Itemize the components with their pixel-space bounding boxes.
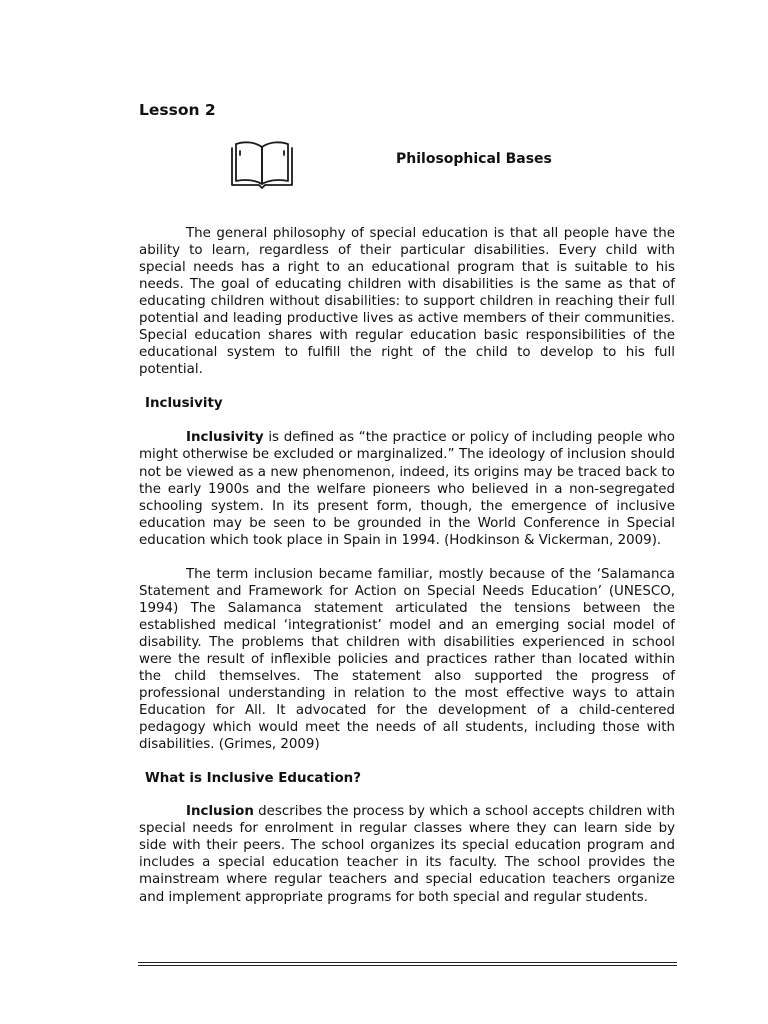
lesson-body <box>139 225 675 906</box>
paragraph-text: The term inclusion became familiar, mostly because of the ‘Salamanca Statement and Framework for Action on Special Needs Education’ (UNESCO, 1994) The Salamanca statement articulated the tensions between the established medical ‘integrationist’ model and an emerging social model of disability. The problems that children with disabilities experienced in school were the result of inflexible policies and practices rather than located within the child themselves. The statement also supported the progress of professional understanding in relation to the most effective ways to attain Education for All. It advocated for the development of a child-centered pedagogy which would meet the needs of all students, including those with disabilities. (Grimes, 2009) <box>139 566 675 753</box>
inclusion-definition-paragraph <box>139 803 675 905</box>
footer-divider <box>138 962 677 966</box>
open-book-icon <box>229 139 295 189</box>
term-inclusivity: Inclusivity <box>186 430 264 446</box>
paragraph-text: is defined as “the practice or policy of including people who might otherwise be excluded or marginalized.” The ideology of inclusion should not be viewed as a new phenomenon, indeed, its origins may be traced back to the early 1900s and the welfare pioneers who believed in a non-segregated schooling system. In its present form, though, the emergence of inclusive education may be seen to be grounded in the World Conference in Special education which took place in Spain in 1994. (Hodkinson & Vickerman, 2009). <box>139 430 675 548</box>
paragraph-text: describes the process by which a school accepts children with special needs for enrolment in regular classes where they can learn side by side with their peers. The school organizes its special education program and includes a special education teacher in its faculty. The school provides the mainstream where regular teachers and special education teachers organize and implement appropriate programs for both special and regular students. <box>139 804 675 905</box>
salamanca-paragraph <box>139 566 675 754</box>
term-inclusion: Inclusion <box>186 804 254 820</box>
section-heading-inclusivity: Inclusivity <box>145 396 223 412</box>
page-title: Philosophical Bases <box>396 151 552 167</box>
lesson-label: Lesson 2 <box>139 101 216 119</box>
section-heading-inclusive-education: What is Inclusive Education? <box>145 771 361 787</box>
inclusivity-definition-paragraph <box>139 429 675 548</box>
intro-paragraph: The general philosophy of special education is that all people have the ability to learn, regardless of their particular disabilities. Every child with special needs has a right to an educational program that is suitable to his needs. The goal of educating children with disabilities is the same as that of educating children without disabilities: to support children in reaching their full potential and leading productive lives as active members of their communities. Special education shares with regular education basic responsibilities of the educational system to fulfill the right of the child to develop to his full potential. <box>139 226 675 378</box>
